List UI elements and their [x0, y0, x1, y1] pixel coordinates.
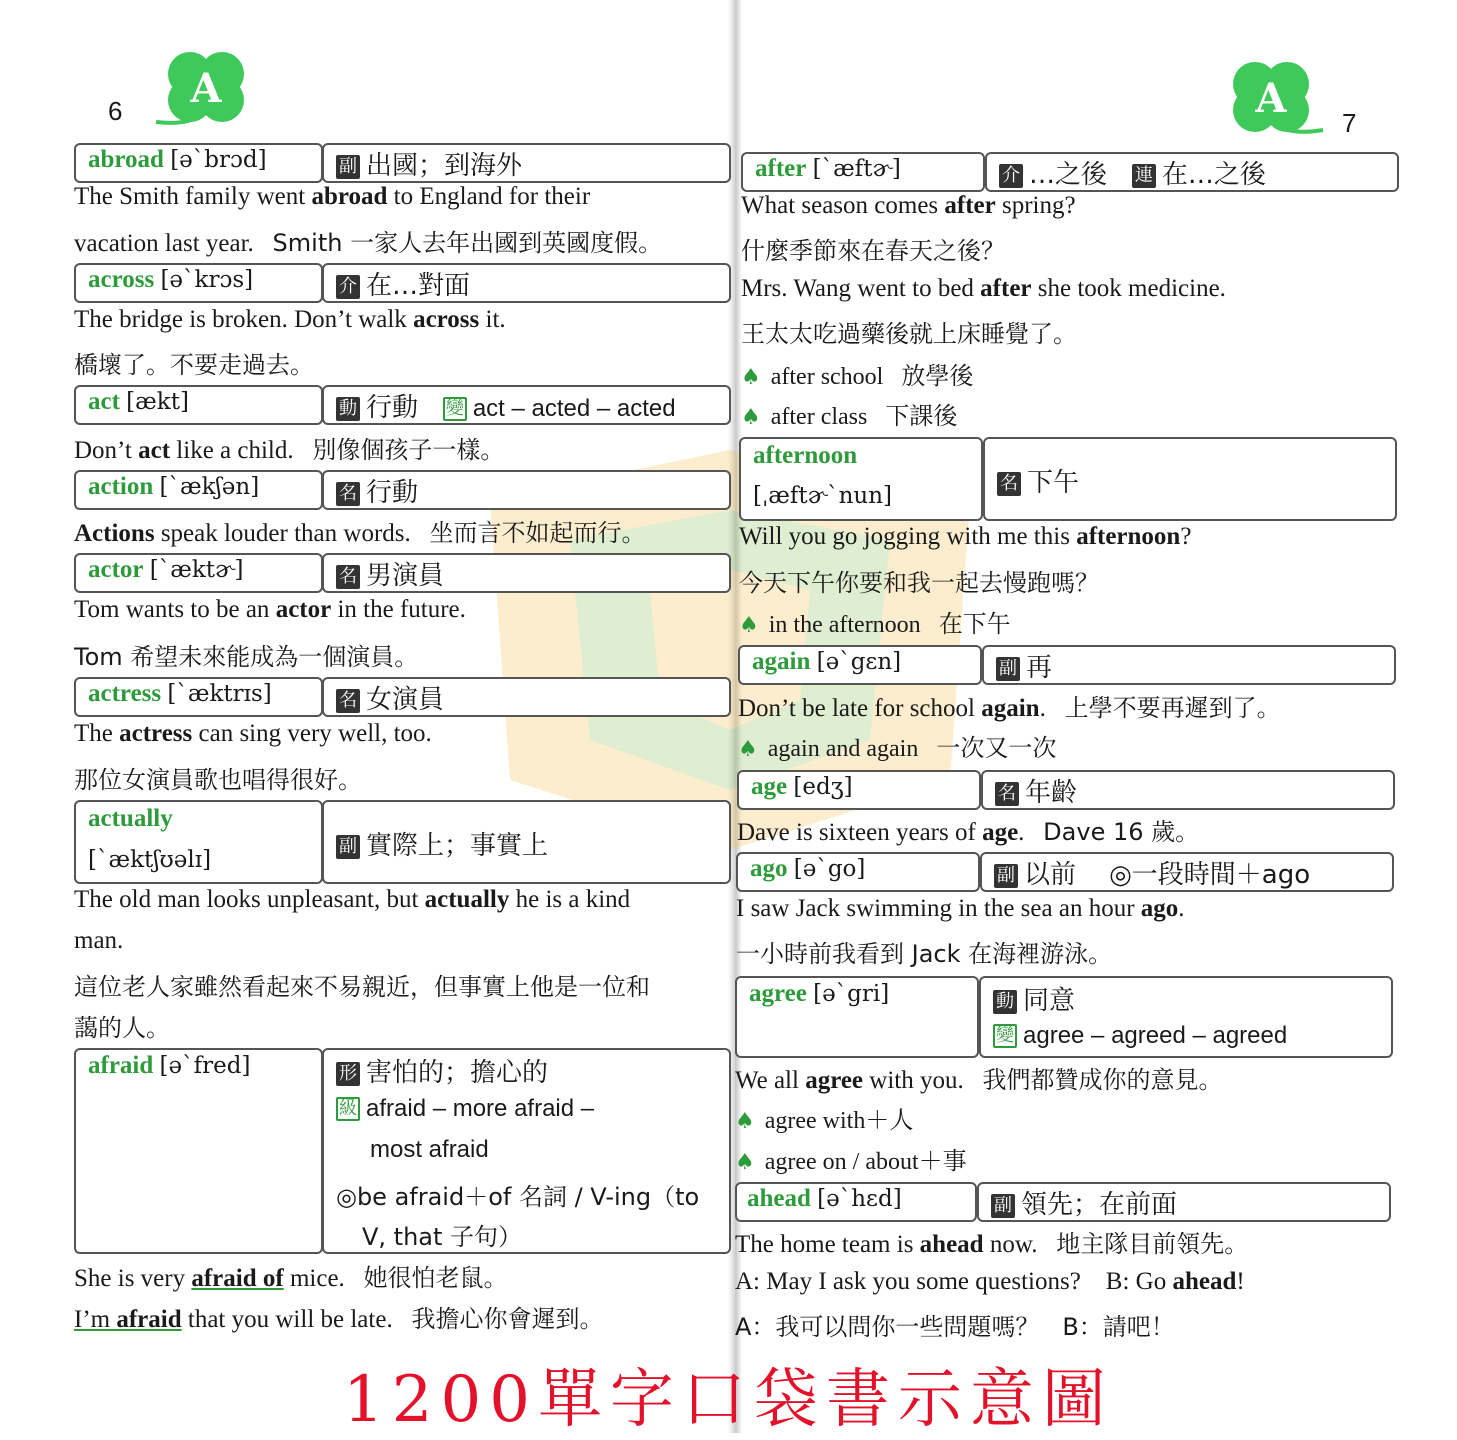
example-sentence: I’m afraid that you will be late. 我擔心你會遲到。: [74, 1305, 604, 1333]
phrase-item: ♠ agree with＋人: [735, 1108, 914, 1134]
example-sentence: The actress can sing very well, too.: [74, 720, 432, 747]
spade-icon: ♠: [735, 1109, 755, 1134]
example-sentence: Actions speak louder than words. 坐而言不如起而行。: [74, 519, 646, 547]
clover-a-icon: [1215, 52, 1327, 140]
phrase-item: ♠ in the afternoon 在下午: [739, 610, 1011, 638]
page-number: 7: [1342, 108, 1357, 138]
definition-action: 名 行動: [336, 472, 418, 509]
example-sentence: What season comes after spring?: [741, 192, 1076, 219]
definition-ahead: 副 領先；在前面: [991, 1184, 1177, 1221]
example-translation: 這位老人家雖然看起來不易親近，但事實上他是一位和: [74, 973, 650, 1001]
headword-ago: ago [əˋgo]: [750, 855, 866, 882]
example-translation: 什麼季節來在春天之後？: [741, 237, 1005, 265]
verb-forms: 變 agree – agreed – agreed: [993, 1022, 1287, 1050]
example-sentence: The home team is ahead now. 地主隊目前領先。: [735, 1230, 1249, 1258]
example-sentence: man.: [74, 927, 124, 954]
headword-ahead: ahead [əˋhɛd]: [747, 1185, 902, 1212]
definition-actually: 副 實際上；事實上: [336, 825, 548, 862]
phrase-item: ♠ again and again 一次又一次: [738, 734, 1057, 762]
right-page: [735, 0, 1457, 1433]
headword-actually-ipa: [ˋæktʃʊəlɪ]: [88, 847, 212, 873]
example-sentence: She is very afraid of mice. 她很怕老鼠。: [74, 1264, 508, 1292]
phrase-item: ♠ after school 放學後: [741, 362, 974, 390]
definition-abroad: 副 出國；到海外: [336, 145, 522, 182]
example-sentence: Mrs. Wang went to bed after she took medicine.: [741, 275, 1226, 302]
phrase-item: ♠ after class 下課後: [741, 402, 958, 430]
headword-actor: actor [ˋæktɚ]: [88, 556, 244, 583]
example-sentence: The old man looks unpleasant, but actually he is a kind: [74, 886, 631, 913]
example-sentence: Dave is sixteen years of age. Dave 16 歲。: [737, 818, 1200, 846]
example-translation: Tom 希望未來能成為一個演員。: [74, 643, 419, 671]
definition-agree: 動 同意: [993, 980, 1075, 1017]
example-translation: A：我可以問你一些問題嗎？ B：請吧！: [735, 1313, 1175, 1341]
headword-after: after [ˋæftɚ]: [755, 155, 901, 182]
definition-actress: 名 女演員: [336, 679, 444, 716]
definition-actor: 名 男演員: [336, 555, 444, 592]
headword-age: age [edʒ]: [751, 773, 853, 800]
example-translation: 今天下午你要和我一起去慢跑嗎？: [739, 569, 1099, 597]
svg-text:A: A: [1255, 75, 1287, 122]
usage-note: V, that 子句）: [362, 1223, 523, 1251]
example-sentence: vacation last year. Smith 一家人去年出國到英國度假。: [74, 229, 663, 257]
headword-afternoon: afternoon: [753, 442, 858, 469]
comparison-forms: 級 afraid – more afraid –: [336, 1095, 594, 1123]
headword-afternoon-ipa: [ˌæftɚˋnun]: [753, 483, 892, 509]
comparison-forms: most afraid: [370, 1136, 489, 1163]
example-translation: 一小時前我看到 Jack 在海裡游泳。: [736, 940, 1113, 968]
svg-text:A: A: [190, 65, 222, 112]
definition-ago: 副 以前 ◎一段時間＋ago: [994, 854, 1310, 891]
definition-age: 名 年齡: [995, 772, 1077, 809]
spade-icon: ♠: [741, 365, 761, 390]
example-sentence: Don’t act like a child. 別像個孩子一樣。: [74, 436, 505, 464]
example-sentence: Tom wants to be an actor in the future.: [74, 596, 466, 623]
clover-a-icon: [150, 42, 262, 130]
usage-note: ◎be afraid＋of 名詞 / V-ing（to: [336, 1183, 700, 1211]
spade-icon: ♠: [735, 1150, 755, 1175]
caption-title: 1200單字口袋書示意圖: [343, 1363, 1114, 1437]
headword-again: again [əˋgɛn]: [752, 648, 902, 675]
spade-icon: ♠: [741, 405, 761, 430]
spade-icon: ♠: [739, 613, 759, 638]
example-sentence: I saw Jack swimming in the sea an hour ago.: [736, 895, 1185, 922]
definition-afternoon: 名 下午: [997, 462, 1079, 499]
page-number: 6: [108, 96, 123, 126]
example-translation: 藹的人。: [74, 1014, 170, 1042]
headword-across: across [əˋkrɔs]: [88, 266, 254, 293]
example-sentence: A: May I ask you some questions? B: Go ahead!: [735, 1268, 1245, 1295]
definition-afraid: 形 害怕的；擔心的: [336, 1052, 548, 1089]
headword-actually: actually: [88, 805, 173, 832]
example-sentence: Don’t be late for school again. 上學不要再遲到了。: [738, 694, 1281, 722]
definition-again: 副 再: [996, 647, 1052, 684]
example-translation: 王太太吃過藥後就上床睡覺了。: [741, 320, 1077, 348]
definition-across: 介 在…對面: [336, 265, 470, 302]
definition-act: 動 行動 變 act – acted – acted: [336, 387, 676, 424]
headword-action: action [ˋækʃən]: [88, 473, 260, 500]
headword-agree: agree [əˋgri]: [749, 980, 890, 1007]
example-sentence: The bridge is broken. Don’t walk across it.: [74, 306, 506, 333]
example-sentence: We all agree with you. 我們都贊成你的意見。: [735, 1066, 1223, 1094]
spade-icon: ♠: [738, 737, 758, 762]
headword-act: act [ækt]: [88, 388, 189, 415]
phrase-item: ♠ agree on / about＋事: [735, 1149, 967, 1175]
example-translation: 橋壞了。不要走過去。: [74, 351, 314, 379]
example-sentence: Will you go jogging with me this afternoon?: [739, 523, 1192, 550]
headword-afraid: afraid [əˋfred]: [88, 1052, 251, 1079]
example-sentence: The Smith family went abroad to England for their: [74, 183, 591, 210]
headword-actress: actress [ˋæktrɪs]: [88, 680, 272, 707]
definition-after: 介 …之後 連 在…之後: [999, 154, 1266, 191]
example-translation: 那位女演員歌也唱得很好。: [74, 766, 362, 794]
headword-abroad: abroad [əˋbrɔd]: [88, 146, 267, 173]
